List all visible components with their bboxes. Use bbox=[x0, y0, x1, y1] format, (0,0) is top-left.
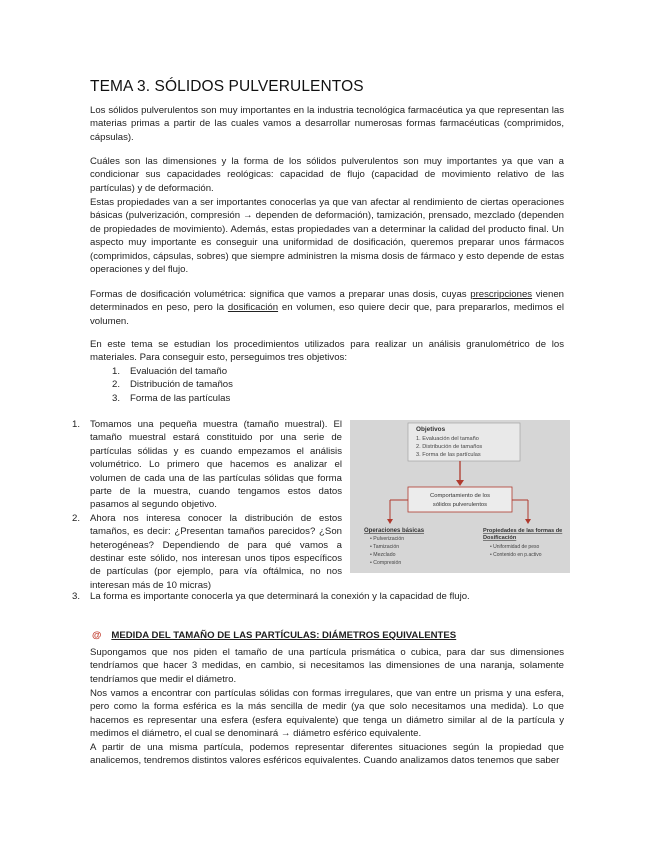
equivalent-diameter-paragraph-2: Nos vamos a encontrar con partículas sólidas con formas irregulares, que van entre un prisma y una esfera, pero como la forma esférica es la más sencilla de medir (ya que solo necesitamos una medida). Lo que hacemos es representar una esfera (esfera equivalente) que tenga un diámetro similar al de la partícula y medimos el diámetro, el cual se denominará → diámetro esférico equivalente. bbox=[90, 688, 564, 740]
list-item: 2. Ahora nos interesa conocer la distribución de estos tamaños, es decir: ¿Presentan tamaños parecidos? ¿Son heterogéneas? Dependiendo de para qué vamos a destinar este sólido, nos interesan unos tipos específicos de partículas (por ejemplo, para vía oftálmica, no nos interesan más de 10 micras) bbox=[72, 512, 342, 591]
objectives-list bbox=[112, 365, 233, 405]
operations-item: • Tamización bbox=[370, 544, 400, 550]
behavior-box bbox=[408, 487, 512, 512]
dosage-properties-item: • Uniformidad de peso bbox=[490, 544, 540, 550]
operations-item: • Compresión bbox=[370, 560, 402, 566]
operations-item: • Pulverización bbox=[370, 536, 405, 542]
properties-paragraph: Estas propiedades van a ser importantes conocerlas ya que van afectar al rendimiento de ciertas operaciones básicas (pulverización, compresión → dependen de deformación), tamización, prensado, mezclado (dependen de propiedades de movimiento). Además, estas propiedades van a determinar la calidad del producto final. Un aspecto muy importante es conseguir una uniformidad de dosificación, queremos preparar unos fármacos (comprimidos, cápsulas, sobres) que siempre administren la misma dosis de fármaco y esto depende de estas operaciones y del flujo. bbox=[90, 197, 564, 276]
intro-paragraph: Los sólidos pulverulentos son muy importantes en la industria tecnológica farmacéutica ya que representan las materias primas a partir de las cuales vamos a desarrollar numerosas formas farmacéuticas (comprimidos, cápsulas). bbox=[90, 105, 564, 143]
prescripciones-link[interactable]: prescripciones bbox=[470, 289, 533, 300]
objectives-box-title: Objetivos bbox=[416, 426, 446, 433]
objectives-box-item: 3. Forma de las partículas bbox=[416, 452, 481, 458]
section-title: MEDIDA DEL TAMAÑO DE LAS PARTÍCULAS: DIÁMETROS EQUIVALENTES bbox=[111, 630, 457, 641]
diagram-svg bbox=[350, 420, 570, 573]
dosage-properties-title-line2: Dosificación bbox=[483, 535, 517, 541]
page-title: TEMA 3. SÓLIDOS PULVERULENTOS bbox=[90, 78, 364, 95]
behavior-box-line2: sólidos pulverulentos bbox=[432, 502, 488, 508]
dosage-properties-item: • Contenido en p.activo bbox=[490, 552, 542, 558]
dosage-properties-title-line1: Propiedades de las formas de bbox=[483, 528, 563, 534]
equivalent-diameter-paragraph-1: Supongamos que nos piden el tamaño de una partícula prismática o cubica, para dar sus dimensiones tendríamos que hacer 3 medidas, en cambio, si necesitamos las dimensiones de una naranja, solamente tendríamos que medir el diámetro. bbox=[90, 647, 564, 685]
objectives-intro-paragraph: En este tema se estudian los procedimientos utilizados para realizar un análisis granulométrico de los materiales. Para conseguir esto, perseguimos tres objetivos: bbox=[90, 339, 564, 364]
operations-title: Operaciones básicas bbox=[364, 528, 425, 534]
list-item: 2. Distribución de tamaños bbox=[112, 379, 233, 391]
equivalent-diameter-paragraph-3: A partir de una misma partícula, podemos representar diferentes situaciones según la propiedad que analicemos, tendremos distintos valores esféricos equivalentes. Cuando analizamos datos tenemos que saber bbox=[90, 742, 564, 767]
objectives-box-item: 1. Evaluación del tamaño bbox=[416, 436, 479, 442]
objectives-box-item: 2. Distribución de tamaños bbox=[416, 444, 483, 450]
list-item: 1. Evaluación del tamaño bbox=[112, 366, 228, 377]
at-bullet-icon: @ bbox=[92, 630, 102, 641]
list-item: 1. Tomamos una pequeña muestra (tamaño muestral). El tamaño muestral estará constituido por una serie de partículas sólidas y es cuando empezamos el análisis volumétrico. Lo primero que hacemos es analizar el volumen de cada una de las partículas sólidas que forma parte de la muestra, cuando tengamos estos datos pasamos al segundo objetivo. bbox=[72, 419, 342, 511]
volumetric-paragraph: Formas de dosificación volumétrica: significa que vamos a preparar unas dosis, cuyas prescripciones vienen determinados en peso, pero la dosificación en volumen, eso quiere decir que, para prepararlos, medimos el volumen. bbox=[90, 289, 565, 327]
dimensions-paragraph: Cuáles son las dimensiones y la forma de los sólidos pulverulentos son muy importantes ya que van a condicionar sus capacidades reológicas: capacidad de flujo (capacidad de movimiento relativo de las partículas) y de deformación. bbox=[90, 156, 564, 194]
operations-item: • Mezclado bbox=[370, 552, 396, 558]
steps-list bbox=[72, 418, 342, 592]
dosificacion-link[interactable]: dosificación bbox=[227, 302, 279, 314]
list-item: 3. La forma es importante conocerla ya que determinará la conexión y la capacidad de flujo. bbox=[72, 591, 470, 602]
objectives-diagram bbox=[350, 420, 570, 573]
section-heading bbox=[92, 630, 456, 641]
list-item: 3. Forma de las partículas bbox=[112, 392, 231, 404]
behavior-box-line1: Comportamiento de los bbox=[430, 493, 490, 499]
